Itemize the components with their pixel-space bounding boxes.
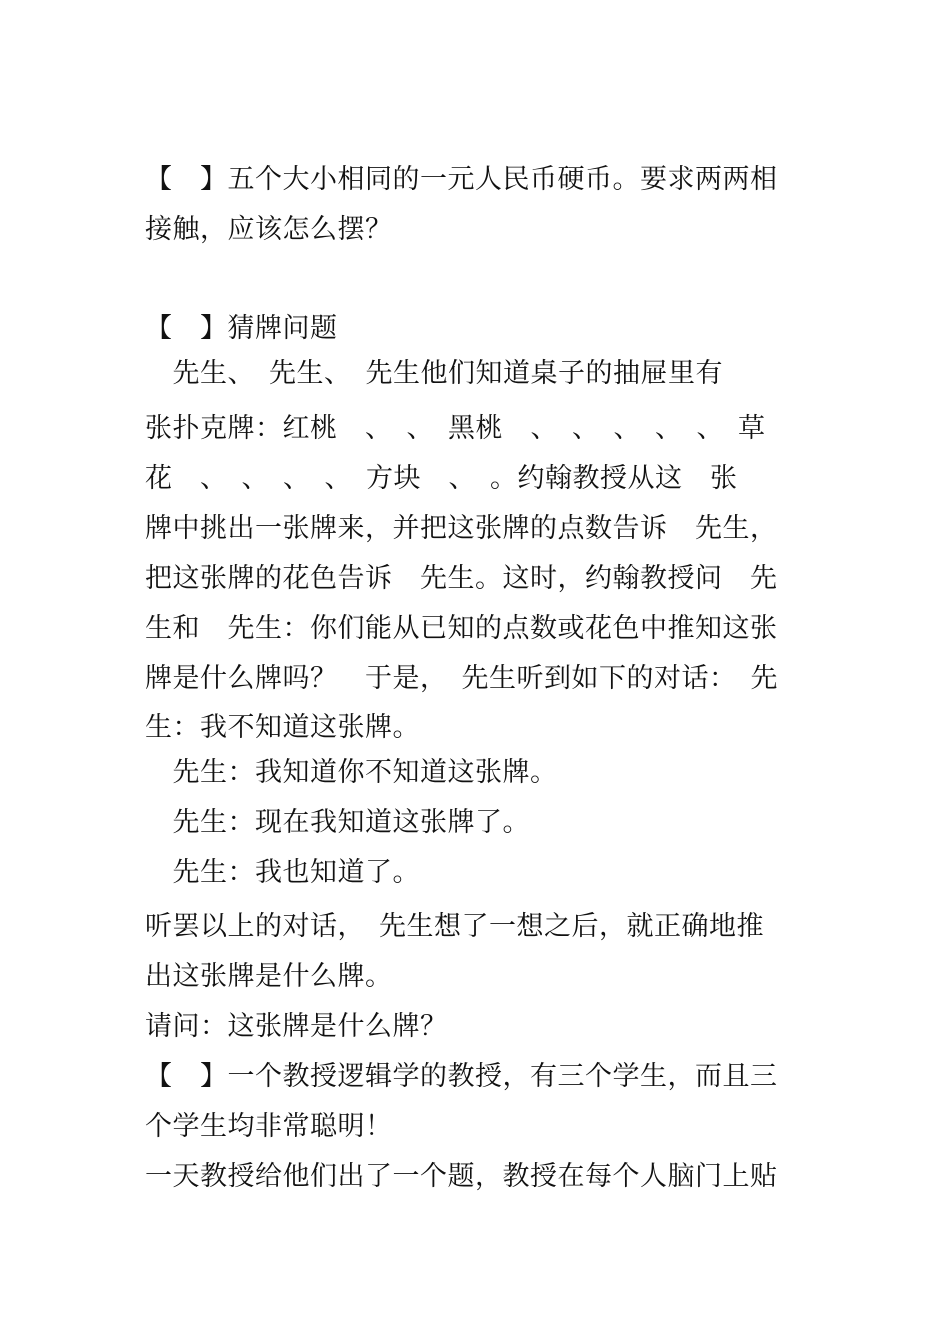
text-line: 接触，应该怎么摆？: [145, 214, 393, 245]
text-line: 张扑克牌：红桃 、 、 黑桃 、 、 、 、 、 草: [145, 413, 766, 444]
dialogue-line: 先生：我也知道了。: [145, 857, 420, 888]
text-line: 生和 先生：你们能从已知的点数或花色中推知这张: [145, 613, 778, 644]
text-line: 把这张牌的花色告诉 先生。这时，约翰教授问 先: [145, 563, 778, 594]
question-line: 请问：这张牌是什么牌？: [145, 1011, 448, 1042]
text-line: 牌中挑出一张牌来，并把这张牌的点数告诉 先生，: [145, 513, 778, 544]
section-heading: 【 】一个教授逻辑学的教授，有三个学生，而且三: [145, 1061, 778, 1092]
text-line: 【 】五个大小相同的一元人民币硬币。要求两两相: [145, 164, 778, 195]
text-line: 个学生均非常聪明！: [145, 1111, 393, 1142]
text-line: 听罢以上的对话， 先生想了一想之后，就正确地推: [145, 911, 764, 942]
section-heading: 【 】猜牌问题: [145, 313, 338, 344]
text-line: 一天教授给他们出了一个题，教授在每个人脑门上贴: [145, 1161, 778, 1192]
text-line: 花 、 、 、 、 方块 、 。约翰教授从这 张: [145, 463, 738, 494]
text-line: 出这张牌是什么牌。: [145, 961, 393, 992]
dialogue-line: 先生：我知道你不知道这张牌。: [145, 757, 558, 788]
text-line: 牌是什么牌吗？ 于是， 先生听到如下的对话： 先: [145, 663, 778, 694]
text-line: 先生、 先生、 先生他们知道桌子的抽屉里有: [145, 358, 723, 389]
text-line: 生：我不知道这张牌。: [145, 712, 420, 743]
dialogue-line: 先生：现在我知道这张牌了。: [145, 807, 530, 838]
